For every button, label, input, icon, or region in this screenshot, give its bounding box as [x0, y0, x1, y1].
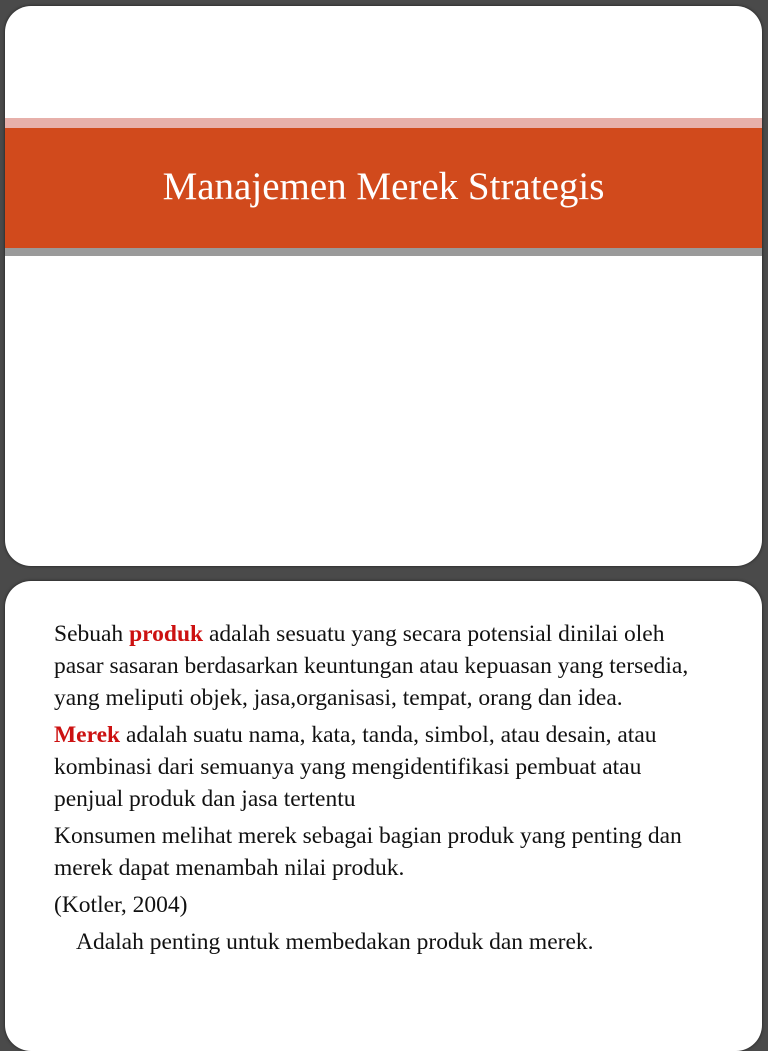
content-body	[54, 618, 714, 963]
title-band-bottom-stripe	[5, 248, 762, 256]
content-slide	[5, 581, 762, 1051]
term-merek: Merek	[54, 722, 121, 748]
paragraph-produk-text: adalah sesuatu yang secara potensial dinilai oleh pasar sasaran berdasarkan keuntungan atau kepuasan yang tersedia, yang meliputi objek, jasa,organisasi, tempat, orang dan idea.	[54, 621, 689, 711]
paragraph-merek	[54, 719, 714, 815]
title-band-top-stripe	[5, 118, 762, 128]
title-band	[5, 128, 762, 248]
slide-title: Manajemen Merek Strategis	[162, 164, 605, 208]
paragraph-penting: Adalah penting untuk membedakan produk dan merek.	[76, 929, 594, 955]
paragraph-merek-text: adalah suatu nama, kata, tanda, simbol, atau desain, atau kombinasi dari semuanya yang mengidentifikasi pembuat atau penjual produk dan jasa tertentu	[54, 722, 657, 812]
paragraph-produk-pre: Sebuah	[54, 621, 130, 647]
title-slide	[5, 6, 762, 566]
term-produk: produk	[129, 621, 204, 647]
citation: (Kotler, 2004)	[54, 892, 188, 918]
paragraph-produk	[54, 618, 714, 714]
paragraph-konsumen: Konsumen melihat merek sebagai bagian produk yang penting dan merek dapat menambah nilai produk.	[54, 823, 682, 881]
